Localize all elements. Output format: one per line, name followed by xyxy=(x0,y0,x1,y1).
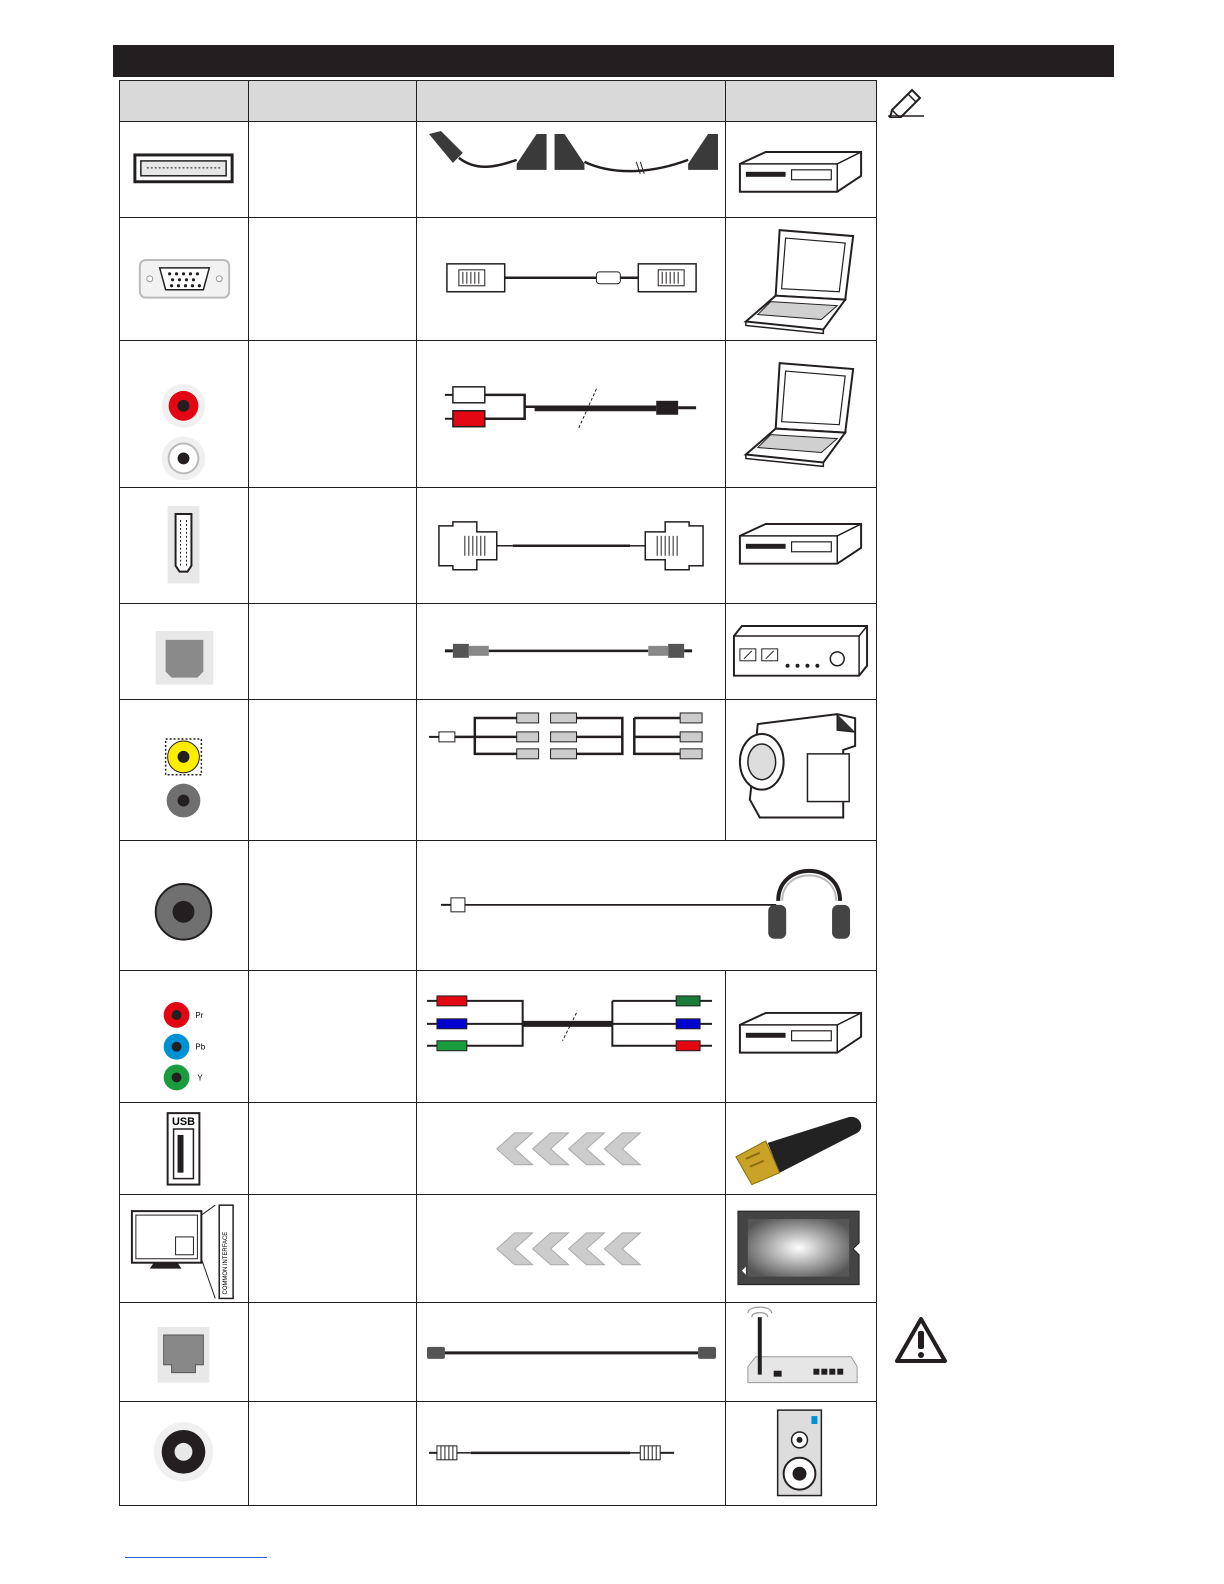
row-type-component xyxy=(249,971,417,1103)
table-row xyxy=(120,604,877,700)
row-type-headphone xyxy=(249,840,417,971)
av-cable xyxy=(417,700,726,841)
table-row xyxy=(120,700,877,841)
row-type-subwoofer xyxy=(249,1401,417,1505)
headphone-cable xyxy=(417,840,877,971)
row-type-ci xyxy=(249,1194,417,1303)
row-type-hdmi xyxy=(249,487,417,604)
subwoofer-icon xyxy=(726,1401,877,1505)
router-icon xyxy=(726,1303,877,1402)
row-type-spdif xyxy=(249,604,417,700)
row-type-ethernet xyxy=(249,1303,417,1402)
usb-stick-icon xyxy=(726,1102,877,1194)
component-ports-icon xyxy=(120,971,249,1103)
cam-module-icon xyxy=(726,1194,877,1303)
vga-cable xyxy=(417,217,726,341)
ci-slot-icon xyxy=(120,1194,249,1303)
scart-port-icon xyxy=(120,122,249,218)
jack-to-rca-cable xyxy=(417,341,726,488)
ethernet-port-icon xyxy=(120,1303,249,1402)
hdmi-cable xyxy=(417,487,726,604)
dvd-player-icon xyxy=(726,971,877,1103)
vga-port-icon xyxy=(120,217,249,341)
pb-label: Pb xyxy=(195,1043,206,1053)
table-row xyxy=(120,1401,877,1505)
y-label: Y xyxy=(197,1073,203,1083)
optical-port-icon xyxy=(120,604,249,700)
rca-audio-in-icon xyxy=(120,341,249,488)
table-row xyxy=(120,840,877,971)
laptop-icon xyxy=(726,217,877,341)
table-row xyxy=(120,122,877,218)
coax-cable xyxy=(417,1401,726,1505)
usb-port-icon xyxy=(120,1102,249,1194)
laptop-icon xyxy=(726,341,877,488)
page-title-bar xyxy=(113,45,1114,77)
table-row xyxy=(120,1303,877,1402)
row-type-vga xyxy=(249,217,417,341)
row-type-usb xyxy=(249,1102,417,1194)
amplifier-icon xyxy=(726,604,877,700)
component-cable xyxy=(417,971,726,1103)
av-in-icon xyxy=(120,700,249,841)
header-cables xyxy=(417,81,726,122)
row-type-scart xyxy=(249,122,417,218)
table-row xyxy=(120,487,877,604)
table-row xyxy=(120,217,877,341)
table-row xyxy=(120,1194,877,1303)
row-type-av xyxy=(249,700,417,841)
usb-label: USB xyxy=(171,1115,196,1128)
header-type xyxy=(249,81,417,122)
table-header-row xyxy=(120,81,877,122)
subwoofer-port-icon xyxy=(120,1401,249,1505)
headphone-jack-icon xyxy=(120,840,249,971)
insert-arrows-icon xyxy=(417,1102,726,1194)
footer-link-underline xyxy=(125,1557,267,1558)
hdmi-to-scart-cable xyxy=(417,122,726,218)
header-connector xyxy=(120,81,249,122)
table-row xyxy=(120,341,877,488)
dvd-player-icon xyxy=(726,122,877,218)
table-row xyxy=(120,971,877,1103)
hdmi-port-icon xyxy=(120,487,249,604)
pr-label: Pr xyxy=(195,1011,204,1021)
insert-arrows-icon xyxy=(417,1194,726,1303)
camcorder-icon xyxy=(726,700,877,841)
ci-label: COMMON INTERFACE xyxy=(223,1231,230,1295)
header-device xyxy=(726,81,877,122)
table-row xyxy=(120,1102,877,1194)
optical-cable xyxy=(417,604,726,700)
ethernet-cable xyxy=(417,1303,726,1402)
dvd-player-icon xyxy=(726,487,877,604)
note-pencil-icon xyxy=(886,86,926,118)
row-type-audio xyxy=(249,341,417,488)
warning-icon xyxy=(893,1315,949,1365)
connections-table xyxy=(119,80,877,1506)
